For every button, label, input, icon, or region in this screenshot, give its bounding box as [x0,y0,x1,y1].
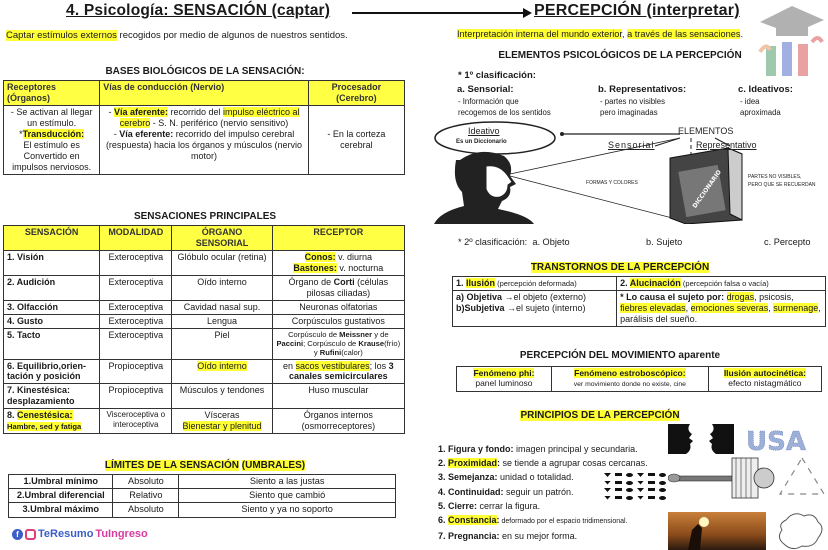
percepcion-title: PERCEPCIÓN (interpretar) [534,2,740,19]
clasif-sensorial: a. Sensorial: [457,84,514,95]
clasif2-sujeto: b. Sujeto [646,237,683,247]
graduation-cap-logo-icon [752,2,826,78]
list-item: 3. Semejanza: unidad o totalidad. [438,472,574,483]
table-row: 8. Cenestésica: Hambre, sed y fatiga Visceroceptiva o interoceptiva Vísceras Bienestar y plenitud Órganos internos (osmorreceptores) [4,409,405,434]
list-item: 1. Figura y fondo: imagen principal y secundaria. [438,444,638,454]
list-item: 4. Continuidad: seguir un patrón. [438,486,574,497]
trastornos-title: TRANSTORNOS DE LA PERCEPCIÓN [530,262,710,273]
pregnancia-shape-icon [779,514,822,549]
partes-label: PARTES NO VISIBLES, PERO QUE SE RECUERDAN [748,174,816,188]
sensacion-definition: Captar estímulos externos recogidos por medio de algunos de nuestros sentidos. [6,30,348,41]
percepcion-definition: Interpretación interna del mundo exterior, a través de las sensaciones. [457,29,744,39]
representativo-label: Representativo [696,140,757,150]
principios-illustrations [668,424,826,550]
header-receptores: Receptores (Órganos) [4,81,100,106]
header-sensacion: SENSACIÓN [4,226,100,251]
principales-title: SENSACIONES PRINCIPALES [133,211,277,222]
movimiento-title: PERCEPCIÓN DEL MOVIMIENTO aparente [519,350,721,361]
semejanza-dot-grid [604,473,666,501]
table-row: 5. Tacto Exteroceptiva Piel Corpúsculo de Meissner y de Paccini; Corpúsculo de Krause(frío) y Rufini(calor) [4,328,405,359]
usa-dotted-text: USA [746,427,806,457]
table-row: 1. Visión Exteroceptiva Glóbulo ocular (retina) Conos: v. diurna Bastones: v. nocturna [4,250,405,275]
elementos-title: ELEMENTOS PSICOLÓGICOS DE LA PERCEPCIÓN [498,50,742,61]
arrow-right-icon [523,8,532,18]
clasif-representativos: b. Representativos: [598,84,687,95]
triangle-cierre-icon [780,458,824,494]
title-arrow-line [352,12,527,14]
ilusion-header: 1. Ilusión (percepción deformada) [453,277,617,291]
movimiento-table [456,366,822,392]
clasificacion-2: * 2º clasificación: a. Objeto [458,237,570,247]
facebook-icon: f [12,529,23,540]
clasif-representativos-desc: - partes no visibles pero imaginadas [600,97,666,117]
table-row: 2. Audición Exteroceptiva Oído interno Órgano de Corti (células pilosas ciliadas) [4,275,405,300]
alucinacion-causes: * Lo causa el sujeto por: drogas, psicosis, fiebres elevadas, emociones severas, surmenage, parálisis del sueño. [617,290,826,326]
header-receptor: RECEPTOR [272,226,404,251]
guitar-key-icon [668,458,774,498]
limites-title: LÍMITES DE LA SENSACIÓN (UMBRALES) [104,460,306,471]
cell-procesador: - En la corteza cerebral [308,105,404,174]
cloud-diccionario-label: Es un Diccionario [456,139,507,145]
formas-label: FORMAS Y COLORES [586,180,638,186]
table-row: 1.Umbral mínimo Absoluto Siento a las justas [9,475,396,489]
table-row: 3.Umbral máximo Absoluto Siento y ya no soporto [9,503,396,517]
constancia-photo-icon [668,512,766,550]
principios-title: PRINCIPIOS DE LA PERCEPCIÓN [520,410,680,421]
ilusion-types: a) Objetiva →el objeto (externo) b)Subjetiva →el sujeto (interno) [453,290,617,326]
fenomeno-phi: Fenómeno phi: panel luminoso [457,367,552,392]
table-row: 4. Gusto Exteroceptiva Lengua Corpúsculos gustativos [4,314,405,328]
ilusion-autocinetica: Ilusión autocinética: efecto nistagmático [708,367,821,392]
sensacion-title: 4. Psicología: SENSACIÓN (captar) [66,2,331,19]
header-organo: ÓRGANO SENSORIAL [172,226,272,251]
elementos-label: ELEMENTOS [678,126,734,136]
table-row: 7. Kinestésica: desplazamiento Propioceptiva Músculos y tendones Huso muscular [4,384,405,409]
table-row: 3. Olfacción Exteroceptiva Cavidad nasal sup. Neuronas olfatorias [4,300,405,314]
faces-vase-icon [668,424,734,454]
clasif-ideativos-desc: - idea aproximada [740,97,781,117]
cell-receptores: - Se activan al llegar un estímulo. *Transducción: El estímulo es Convertido en impulsos nerviosos. [4,105,100,174]
sensaciones-table [3,225,405,434]
cell-vias: - Vía aferente: recorrido del impulso eléctrico al cerebro - S. N. periférico (nervio sensitivo) - Vía eferente: recorrido del impulso cerebral (respuesta) hacia los órganos y músculos (nervio motor) [100,105,309,174]
clasif-sensorial-desc: - Información que recogemos de los sentidos [458,97,551,117]
list-item: 5. Cierre: cerrar la figura. [438,500,541,511]
brand-footer: f TeResumo TuIngreso [12,528,148,540]
fenomeno-estroboscopico: Fenómeno estroboscópico: ver movimiento donde no existe, cine [551,367,708,392]
svg-text:DICCIONARIO: DICCIONARIO [691,168,723,210]
cloud-ideativo-label: Ideativo [468,126,500,136]
list-item: 7. Pregnancia: en su mejor forma. [438,531,578,542]
clasif2-percepto: c. Percepto [764,237,811,247]
list-item: 2. Proximidad: se tiende a agrupar cosas cercanas. [438,458,648,469]
list-item: 6. Constancia: deformado por el espacio tridimensional. [438,515,628,526]
trastornos-table [452,276,826,327]
header-procesador: Procesador (Cerebro) [308,81,404,106]
table-row: 2.Umbral diferencial Relativo Siento que cambió [9,489,396,503]
umbrales-table [8,474,396,518]
alucinacion-header: 2. Alucinación (percepción falsa o vacía) [617,277,826,291]
bases-title: BASES BIOLÓGICOS DE LA SENSACIÓN: [105,66,305,77]
instagram-icon [25,529,36,540]
sensorial-label: Sensorial [608,140,655,150]
percepcion-elements-illustration [430,120,825,224]
header-vias: Vías de conducción (Nervio) [100,81,309,106]
clasificacion-1: * 1º clasificación: [458,70,536,81]
header-modalidad: MODALIDAD [100,226,172,251]
bases-biologicas-table [3,80,405,175]
table-row: 6. Equilibrio,orien-tación y posición Propioceptiva Oído interno en sacos vestibulares; los 3 canales semicirculares [4,359,405,384]
clasif-ideativos: c. Ideativos: [738,84,793,95]
